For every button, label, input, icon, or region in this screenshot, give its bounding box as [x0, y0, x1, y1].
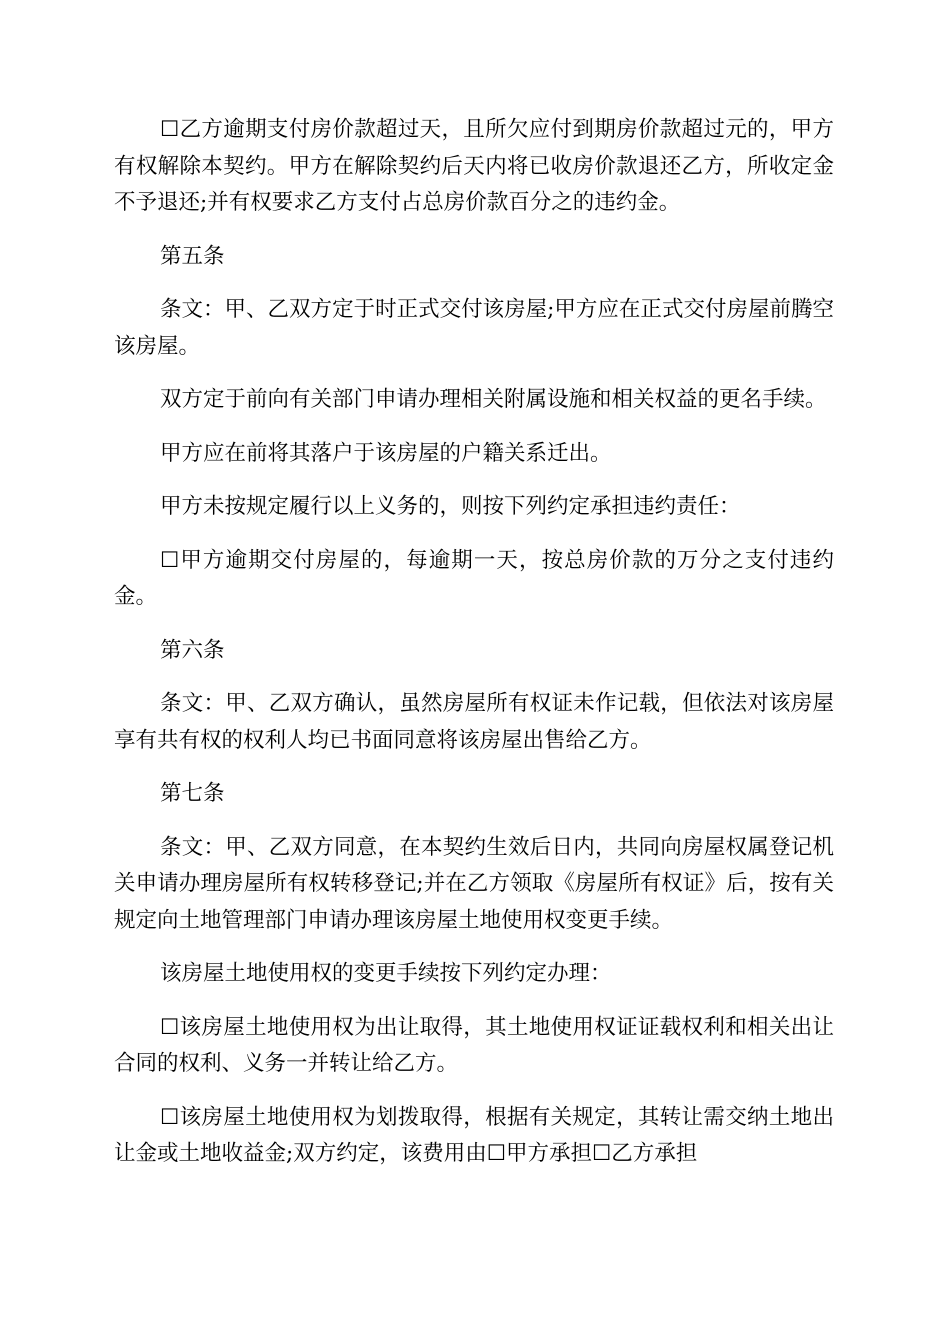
clause-paragraph: 甲方应在前将其落户于该房屋的户籍关系迁出。 — [160, 440, 612, 466]
article-heading: 第五条 — [160, 243, 225, 269]
clause-paragraph: 该房屋土地使用权的变更手续按下列约定办理： — [160, 961, 612, 986]
clause-paragraph: 条文：甲、乙双方定于时正式交付该房屋;甲方应在正式交付房屋前腾空该房屋。 — [114, 297, 834, 359]
clause-paragraph: 双方定于前向有关部门申请办理相关附属设施和相关权益的更名手续。 — [160, 387, 827, 412]
clause-paragraph: ☐该房屋土地使用权为划拨取得，根据有关规定，其转让需交纳土地出让金或土地收益金;双方约定，该费用由☐甲方承担☐乙方承担 — [114, 1104, 834, 1166]
clause-paragraph: ☐该房屋土地使用权为出让取得，其土地使用权证证载权利和相关出让合同的权利、义务一并转让给乙方。 — [114, 1014, 834, 1076]
clause-paragraph: 条文：甲、乙双方确认，虽然房屋所有权证未作记载，但依法对该房屋享有共有权的权利人均已书面同意将该房屋出售给乙方。 — [114, 691, 834, 753]
document-body — [114, 112, 834, 1190]
clause-paragraph: ☐乙方逾期支付房价款超过天，且所欠应付到期房价款超过元的，甲方有权解除本契约。甲方在解除契约后天内将已收房价款退还乙方，所收定金不予退还;并有权要求乙方支付占总房价款百分之的违约金。 — [114, 117, 834, 215]
clause-paragraph: 甲方未按规定履行以上义务的，则按下列约定承担违约责任： — [160, 494, 741, 519]
article-heading: 第七条 — [160, 781, 225, 806]
clause-paragraph: 条文：甲、乙双方同意，在本契约生效后日内，共同向房屋权属登记机关申请办理房屋所有权转移登记;并在乙方领取《房屋所有权证》后，按有关规定向土地管理部门申请办理该房屋土地使用权变更手续。 — [114, 834, 834, 933]
article-heading: 第六条 — [160, 637, 225, 663]
clause-paragraph: ☐甲方逾期交付房屋的，每逾期一天，按总房价款的万分之支付违约金。 — [114, 547, 834, 609]
